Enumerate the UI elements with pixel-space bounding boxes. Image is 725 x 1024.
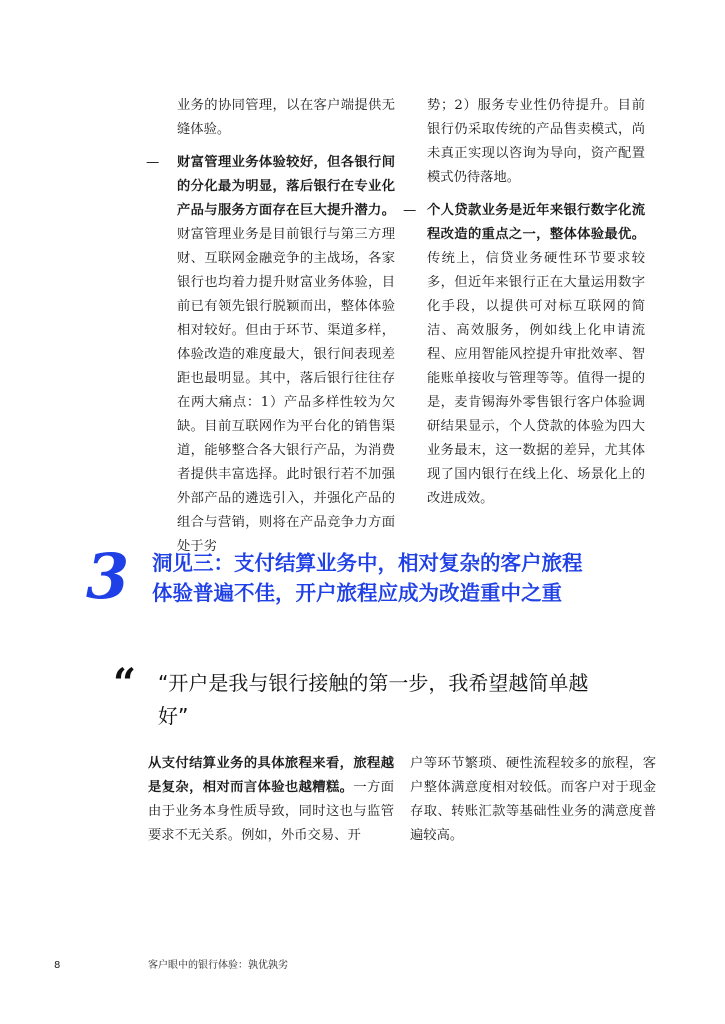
bottom-right-paragraph: 户等环节繁琐、硬性流程较多的旅程，客户整体满意度相对较低。而客户对于现金存取、转账汇款等基础性业务的满意度普遍较高。	[410, 756, 656, 843]
wealth-paragraph	[177, 151, 395, 559]
quote-mark-icon: “	[113, 660, 137, 707]
bottom-left-paragraph	[148, 752, 394, 848]
bottom-left-lead: 从支付结算业务的具体旅程来看，旅程越是复杂，相对而言体验也越糟糕。	[148, 756, 394, 795]
loan-body: 传统上，信贷业务硬性环节要求较多，但近年来银行正在大量运用数字化手段，以提供可对标互联网的简洁、高效服务，例如线上化申请流程、应用智能风控提升审批效率、智能账单接收与管理等等。值得一提的是，麦肯锡海外零售银行客户体验调研结果显示，个人贷款的体验为四大业务最末，这一数据的差异，尤其体现了国内银行在线上化、场景化上的改进成效。	[427, 251, 645, 506]
bullet-dash: —	[146, 155, 160, 170]
right-continued-paragraph: 势；2）服务专业性仍待提升。目前银行仍采取传统的产品售卖模式，尚未真正实现以咨询为导向，资产配置模式仍待落地。	[427, 98, 645, 185]
page-number: 8	[54, 960, 61, 971]
wealth-body: 财富管理业务是目前银行与第三方理财、互联网金融竞争的主战场，各家银行也均着力提升财富业务体验，目前已有领先银行脱颖而出，整体体验相对较好。但由于环节、渠道多样，体验改造的难度最大，银行间表现差距也最明显。其中，落后银行往往存在两大痛点：1）产品多样性较为欠缺。目前互联网作为平台化的销售渠道，能够整合各大银行产品，为消费者提供丰富选择。此时银行若不加强外部产品的遴选引入，并强化产品的组合与营销，则将在产品竞争力方面处于劣	[177, 227, 395, 554]
bottom-left-body: 一方面由于业务本身性质导致，同时这也与监管要求不无关系。例如，外币交易、开	[148, 780, 395, 843]
insight-title: 洞见三：支付结算业务中，相对复杂的客户旅程体验普遍不佳，开户旅程应成为改造重中之重	[152, 551, 583, 605]
pull-quote: “开户是我与银行接触的第一步，我希望越简单越好”	[158, 671, 589, 728]
footer-title: 客户眼中的银行体验：孰优孰劣	[148, 960, 288, 971]
bullet-dash: —	[403, 203, 417, 218]
loan-heading: 个人贷款业务是近年来银行数字化流程改造的重点之一，整体体验最优。	[427, 203, 645, 242]
loan-paragraph	[427, 199, 645, 511]
insight-number: 3	[86, 540, 130, 613]
left-continued-paragraph: 业务的协同管理，以在客户端提供无缝体验。	[177, 98, 395, 137]
wealth-heading: 财富管理业务体验较好，但各银行间的分化最为明显，落后银行在专业化产品与服务方面存在巨大提升潜力。	[177, 155, 395, 218]
